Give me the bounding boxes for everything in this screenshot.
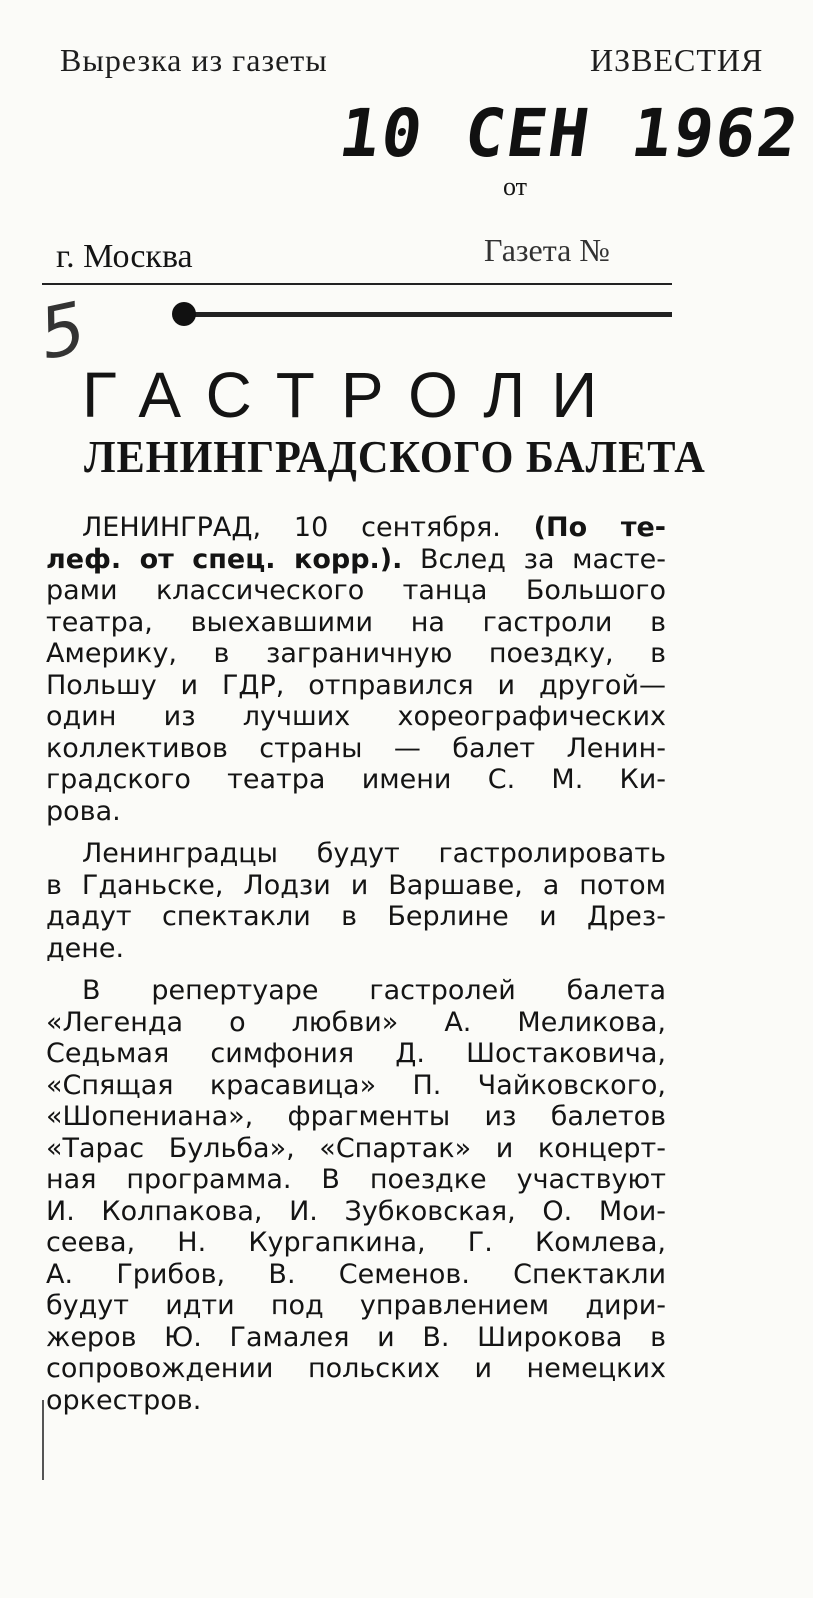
article-line: Америку, в заграничную поездку, в [46, 638, 666, 669]
rule-dot-ornament [172, 302, 196, 326]
city-label: г. Москва [56, 238, 193, 275]
article-line: В репертуаре гастролей балета [82, 975, 666, 1006]
source-note-cont: леф. от спец. корр.). [46, 543, 403, 575]
article-line: Ленинградцы будут гастролировать [82, 838, 666, 869]
article-line: градского театра имени С. М. Ки- [46, 764, 666, 795]
article-line: театра, выехавшими на гастроли в [46, 606, 666, 638]
article-line: дадут спектакли в Берлине и Дрез- [46, 901, 666, 932]
article-line: сеева, Н. Кургапкина, Г. Комлева, [46, 1227, 666, 1258]
article-body [46, 512, 666, 1427]
article-line: «Спящая красавица» П. Чайковского, [46, 1069, 666, 1101]
article-paragraph-2 [46, 838, 666, 964]
article-line: ная программа. В поездке участвуют [46, 1164, 666, 1195]
article-line: коллективов страны — балет Ленин- [46, 732, 666, 764]
article-line: один из лучших хореографических [46, 701, 666, 732]
article-line: А. Грибов, В. Семенов. Спектакли [46, 1258, 666, 1290]
handwritten-mark: 5 [31, 286, 93, 376]
article-line: оркестров. [46, 1384, 202, 1416]
column-rule [42, 1400, 44, 1480]
article-line: рами классического танца Большого [46, 575, 666, 606]
article-line [46, 512, 666, 544]
clipping-label: Вырезка из газеты [60, 42, 328, 78]
newspaper-name: ИЗВЕСТИЯ [590, 42, 764, 78]
article-line: «Тарас Бульба», «Спартак» и концерт- [46, 1132, 666, 1164]
source-note: (По те- [533, 512, 666, 543]
article-text: Вслед за масте- [402, 543, 666, 575]
article-paragraph-1 [46, 512, 666, 827]
article-line: жеров Ю. Гамалея и В. Широкова в [46, 1321, 666, 1353]
headline-rule [184, 312, 672, 317]
article-line [46, 544, 666, 576]
article-line: И. Колпакова, И. Зубковская, О. Мои- [46, 1195, 666, 1227]
article-line: Седьмая симфония Д. Шостаковича, [46, 1038, 666, 1069]
article-paragraph-3 [46, 975, 666, 1416]
headline-subtitle: ЛЕНИНГРАДСКОГО БАЛЕТА [84, 431, 706, 482]
article-line: рова. [46, 795, 121, 827]
article-line: Польшу и ГДР, отправился и другой— [46, 669, 666, 701]
article-line: дене. [46, 932, 125, 964]
date-from-label: от [503, 172, 528, 201]
headline-title: ГАСТРОЛИ [82, 359, 624, 431]
article-line: «Легенда о любви» А. Меликова, [46, 1006, 666, 1038]
date-stamp: 10 СЕН 1962 [334, 95, 805, 172]
newspaper-number-label: Газета № [484, 232, 610, 268]
header-divider [42, 283, 672, 285]
article-line: в Гданьске, Лодзи и Варшаве, а потом [46, 869, 666, 901]
dateline: ЛЕНИНГРАД, 10 сентября. [82, 512, 534, 543]
article-line: будут идти под управлением дири- [46, 1290, 666, 1321]
article-line: сопровождении польских и немецких [46, 1353, 666, 1384]
article-line: «Шопениана», фрагменты из балетов [46, 1101, 666, 1132]
